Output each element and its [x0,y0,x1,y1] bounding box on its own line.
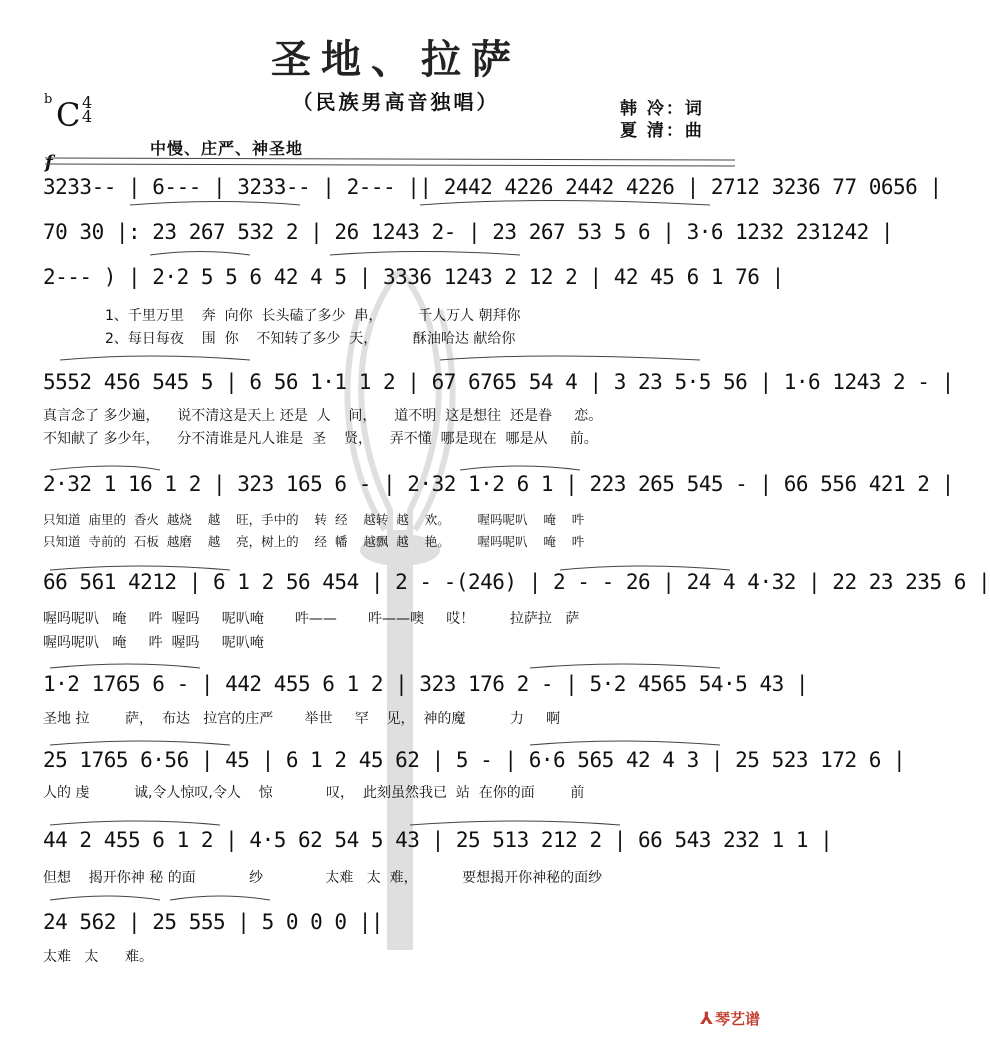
lyricist-credit: 韩 冷：词 [620,99,704,119]
lyric-row-9: 但想 揭开你神 秘 的面 纱 太难 太 难， 要想揭开你神秘的面纱 [43,870,603,886]
logo-text: 琴艺谱 [714,1010,760,1028]
notation-row-2: 70 30 |: 23 267 532 2 | 26 1243 2- | 23 267 53 5 6 | 3·6 1232 231242 | [43,220,894,244]
logo-icon: ⅄ [700,1009,713,1029]
notation-row-6: 66 561 4212 | 6 1 2 56 454 | 2 - -(246) | 2 - - 26 | 24 4 4·32 | 22 23 235 6 | [43,570,990,594]
lyric-row-4-verse-1: 真言念了 多少遍， 说不清这是天上 还是 人 间， 道不明 这是想往 还是眷 恋。 [43,408,603,424]
song-subtitle: （民族男高音独唱） [292,90,500,114]
lyric-row-5-verse-1: 只知道 庙里的 香火 越烧 越 旺，手中的 转 经 越转 越 欢。 喔吗呢叭 唵 吽 [43,512,585,527]
notation-row-1: 3233-- | 6--- | 3233-- | 2--- || 2442 4226 2442 4226 | 2712 3236 77 0656 | [43,175,942,199]
lyric-row-6-verse-2: 喔吗呢叭 唵 吽 喔吗 呢叭唵 [43,635,264,651]
notation-row-8: 25 1765 6·56 | 45 | 6 1 2 45 62 | 5 - | 6·6 565 42 4 3 | 25 523 172 6 | [43,748,906,772]
lyric-row-3-verse-2: 2、每日每夜 围 你 不知转了多少 天， 酥油哈达 献给你 [105,331,516,347]
notation-row-3: 2--- ) | 2·2 5 5 6 42 4 5 | 3336 1243 2 12 2 | 42 45 6 1 76 | [43,265,784,289]
notation-row-10: 24 562 | 25 555 | 5 0 0 0 || [43,910,384,934]
lyric-row-8: 人的 虔 诚,令人惊叹,令人 惊 叹， 此刻虽然我已 站 在你的面 前 [43,785,585,801]
time-top: 4 [82,93,93,112]
lyric-row-4-verse-2: 不知献了 多少年， 分不清谁是凡人谁是 圣 贤， 弄不懂 哪是现在 哪是从 前。 [43,431,598,447]
notation-row-4: 5552 456 545 5 | 6 56 1·1 1 2 | 67 6765 54 4 | 3 23 5·5 56 | 1·6 1243 2 - | [43,370,954,394]
composer-credit: 夏 清：曲 [620,121,704,141]
lyric-row-3-verse-1: 1、千里万里 奔 向你 长头磕了多少 串， 千人万人 朝拜你 [105,308,521,324]
time-bottom: 4 [82,107,93,126]
notation-row-7: 1·2 1765 6 - | 442 455 6 1 2 | 323 176 2 - | 5·2 4565 54·5 43 | [43,672,809,696]
site-logo[interactable] [700,1008,760,1029]
notation-row-9: 44 2 455 6 1 2 | 4·5 62 54 5 43 | 25 513 212 2 | 66 543 232 1 1 | [43,828,833,852]
key-letter: C [56,96,81,134]
tempo-marking: 中慢、庄严、神圣地 [150,139,304,158]
flat-sign: b [44,92,53,107]
notation-row-5: 2·32 1 16 1 2 | 323 165 6 - | 2·32 1·2 6 1 | 223 265 545 - | 66 556 421 2 | [43,472,954,496]
lyric-row-10: 太难 太 难。 [43,949,154,965]
lyric-row-6-verse-1: 喔吗呢叭 唵 吽 喔吗 呢叭唵 吽—— 吽——噢 哎！ 拉萨拉 萨 [43,611,580,627]
dynamic-marking: f [45,152,53,173]
lyric-row-7: 圣地 拉 萨， 布达 拉宫的庄严 举世 罕 见， 神的魔 力 啊 [43,711,561,727]
lyric-row-5-verse-2: 只知道 寺前的 石板 越磨 越 亮，树上的 经 幡 越飘 越 艳。 喔吗呢叭 唵 吽 [43,534,585,549]
song-title: 圣地、拉萨 [271,36,521,83]
